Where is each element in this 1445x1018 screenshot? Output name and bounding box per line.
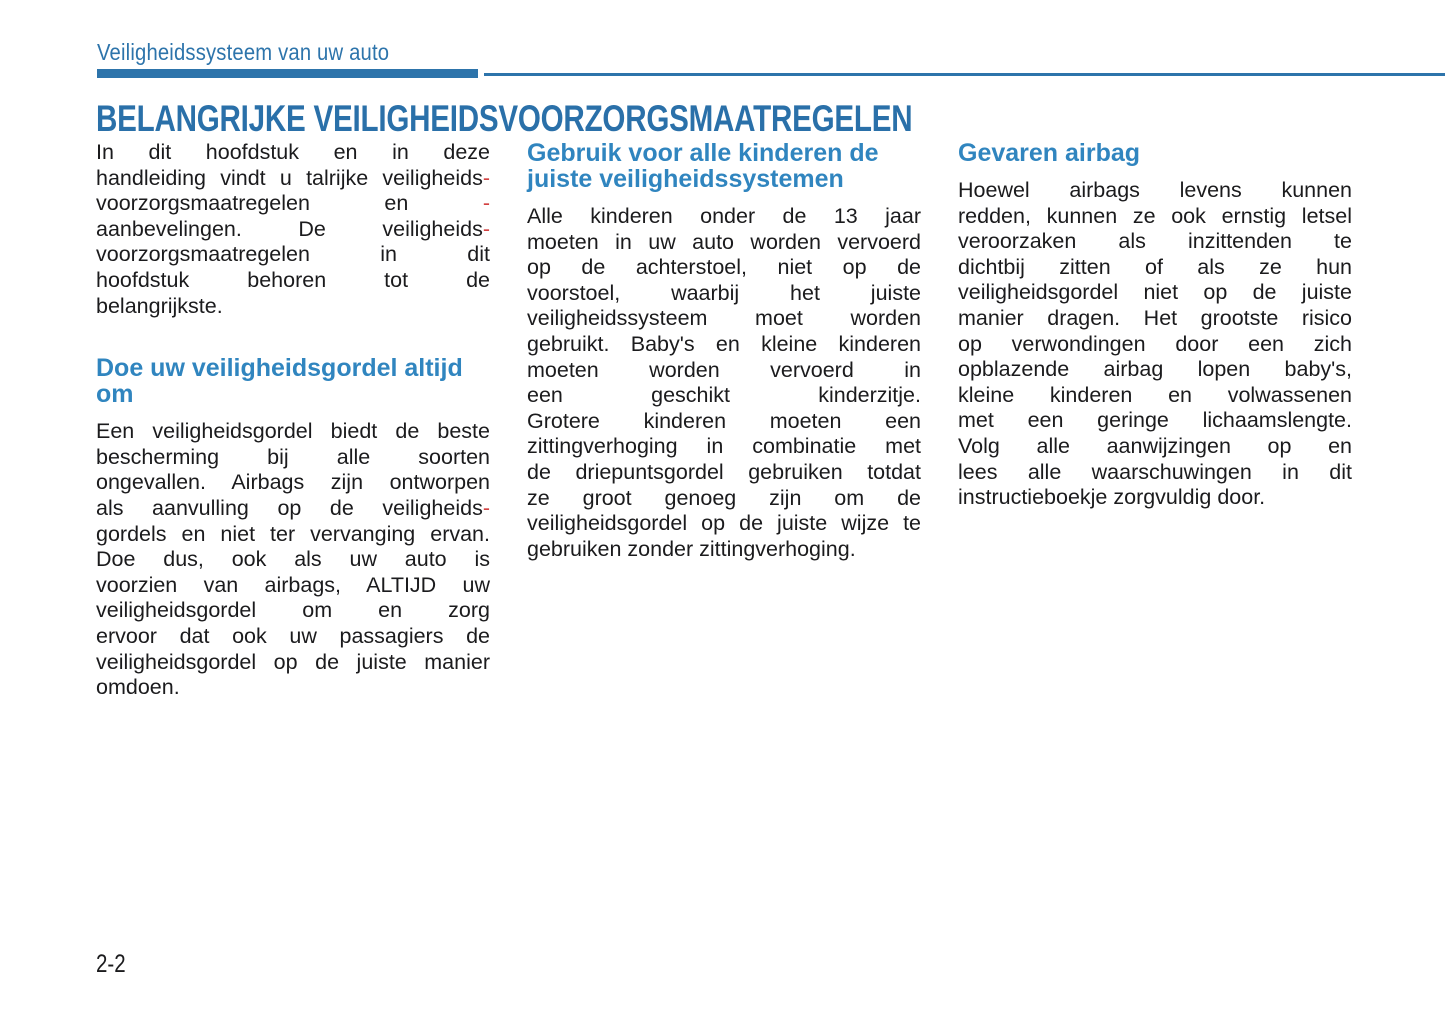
section-heading-line: juiste veiligheidssystemen [527, 165, 844, 193]
paragraph-line [96, 294, 490, 320]
page-header-title: Veiligheidssysteem van uw auto [97, 39, 390, 65]
red-hyphen: - [482, 216, 490, 241]
paragraph-line [958, 357, 1352, 383]
paragraph-line [527, 255, 921, 281]
content-columns [96, 140, 1352, 701]
text-run: bescherming bij alle soorten [96, 444, 490, 469]
paragraph-line [96, 675, 490, 701]
section-heading-line: om [96, 380, 134, 409]
paragraph-line [958, 178, 1352, 204]
paragraph-line [96, 470, 490, 496]
paragraph-line [527, 358, 921, 384]
text-run: de driepuntsgordel gebruiken totdat [527, 459, 921, 484]
text-run: als aanvulling op de veiligheids [96, 495, 483, 520]
text-run: voorzien van airbags, ALTIJD uw [96, 572, 490, 597]
paragraph-line [96, 573, 490, 599]
text-run: veroorzaken als inzittenden te [958, 229, 1352, 254]
text-run: moeten in uw auto worden vervoerd [527, 229, 921, 254]
text-run: dichtbij zitten of als ze hun [958, 254, 1352, 279]
paragraph-line [96, 217, 490, 243]
text-run: redden, kunnen ze ook ernstig letsel [958, 203, 1352, 228]
paragraph [96, 419, 490, 701]
text-run: In dit hoofdstuk en in deze [96, 140, 490, 164]
paragraph-line [96, 268, 490, 294]
paragraph-line [527, 460, 921, 486]
red-hyphen: - [482, 495, 490, 520]
red-hyphen: - [482, 191, 490, 216]
text-run: gordels en niet ter vervanging ervan. [96, 521, 490, 546]
paragraph-line [96, 598, 490, 624]
paragraph [958, 178, 1352, 511]
paragraph-line [958, 485, 1352, 511]
text-run: Volg alle aanwijzingen op en [958, 433, 1352, 458]
paragraph-line [96, 242, 490, 268]
text-run: veiligheidsgordel op de juiste wijze te [527, 511, 921, 536]
paragraph-line [527, 383, 921, 409]
paragraph-line [527, 511, 921, 537]
paragraph-line [958, 332, 1352, 358]
text-run: kleine kinderen en volwassenen [958, 382, 1352, 407]
text-run: manier dragen. Het grootste risico [958, 305, 1352, 330]
section-heading [96, 355, 490, 407]
paragraph-line [958, 434, 1352, 460]
paragraph-line [958, 204, 1352, 230]
header-rule-thin [484, 73, 1445, 76]
text-run: ervoor dat ook uw passagiers de [96, 623, 490, 648]
paragraph-line [527, 332, 921, 358]
text-run: voorzorgsmaatregelen en [96, 191, 483, 216]
paragraph-line [527, 204, 921, 230]
header-rule-thick [97, 69, 478, 78]
paragraph-line [96, 624, 490, 650]
paragraph-line [958, 306, 1352, 332]
paragraph-line [527, 306, 921, 332]
text-run: Hoewel airbags levens kunnen [958, 178, 1352, 202]
paragraph-line [527, 230, 921, 256]
paragraph-line [527, 409, 921, 435]
paragraph-line [527, 486, 921, 512]
text-run: Een veiligheidsgordel biedt de beste [96, 419, 490, 444]
column-2 [527, 140, 921, 562]
paragraph-line [958, 229, 1352, 255]
page-title: BELANGRIJKE VEILIGHEIDSVOORZORGSMAATREGELEN [96, 98, 913, 139]
paragraph-line [96, 445, 490, 471]
paragraph-line [96, 419, 490, 445]
paragraph-line [96, 496, 490, 522]
text-run: op verwondingen door een zich [958, 331, 1352, 356]
text-run: aanbevelingen. De veiligheids [96, 216, 483, 241]
column-3 [958, 140, 1352, 511]
paragraph-line [96, 140, 490, 166]
text-run: een geschikt kinderzitje. [527, 383, 921, 408]
text-run: Alle kinderen onder de 13 jaar [527, 204, 921, 228]
section-heading-line: Doe uw veiligheidsgordel altijd [96, 354, 463, 383]
text-run: hoofdstuk behoren tot de [96, 267, 490, 292]
text-run: gebruikt. Baby's en kleine kinderen [527, 331, 921, 356]
paragraph-line [527, 537, 921, 563]
text-run: opblazende airbag lopen baby's, [958, 357, 1352, 382]
text-run: veiligheidsgordel niet op de juiste [958, 280, 1352, 305]
section-heading [527, 140, 921, 192]
section-heading-line: Gevaren airbag [958, 139, 1141, 167]
text-run: ongevallen. Airbags zijn ontworpen [96, 470, 490, 495]
paragraph-line [527, 434, 921, 460]
paragraph-line [958, 408, 1352, 434]
text-run: voorstoel, waarbij het juiste [527, 280, 921, 305]
paragraph-line [96, 522, 490, 548]
text-run: moeten worden vervoerd in [527, 357, 921, 382]
text-run: voorzorgsmaatregelen in dit [96, 242, 490, 267]
text-run: ze groot genoeg zijn om de [527, 485, 921, 510]
text-run: veiligheidsgordel op de juiste manier [96, 649, 490, 674]
column-1 [96, 140, 490, 701]
text-run: instructieboekje zorgvuldig door. [958, 485, 1266, 510]
section-heading-line: Gebruik voor alle kinderen de [527, 139, 879, 167]
red-hyphen: - [482, 165, 490, 190]
text-run: belangrijkste. [96, 293, 223, 318]
paragraph [96, 140, 490, 319]
text-run: veiligheidsgordel om en zorg [96, 598, 490, 623]
paragraph-line [96, 650, 490, 676]
text-run: op de achterstoel, niet op de [527, 255, 921, 280]
paragraph-line [96, 191, 490, 217]
paragraph-line [958, 460, 1352, 486]
paragraph-line [527, 281, 921, 307]
text-run: gebruiken zonder zittingverhoging. [527, 536, 856, 561]
text-run: zittingverhoging in combinatie met [527, 434, 921, 459]
paragraph-line [958, 280, 1352, 306]
text-run: Doe dus, ook als uw auto is [96, 547, 490, 572]
text-run: lees alle waarschuwingen in dit [958, 459, 1352, 484]
text-run: handleiding vindt u talrijke veiligheids [96, 165, 483, 190]
text-run: omdoen. [96, 675, 180, 700]
paragraph-line [958, 255, 1352, 281]
paragraph-line [96, 166, 490, 192]
paragraph [527, 204, 921, 562]
text-run: met een geringe lichaamslengte. [958, 408, 1352, 433]
paragraph-line [96, 547, 490, 573]
paragraph-line [958, 383, 1352, 409]
text-run: Grotere kinderen moeten een [527, 408, 921, 433]
section-heading [958, 140, 1352, 166]
page-number: 2-2 [96, 950, 126, 978]
text-run: veiligheidssysteem moet worden [527, 306, 921, 331]
